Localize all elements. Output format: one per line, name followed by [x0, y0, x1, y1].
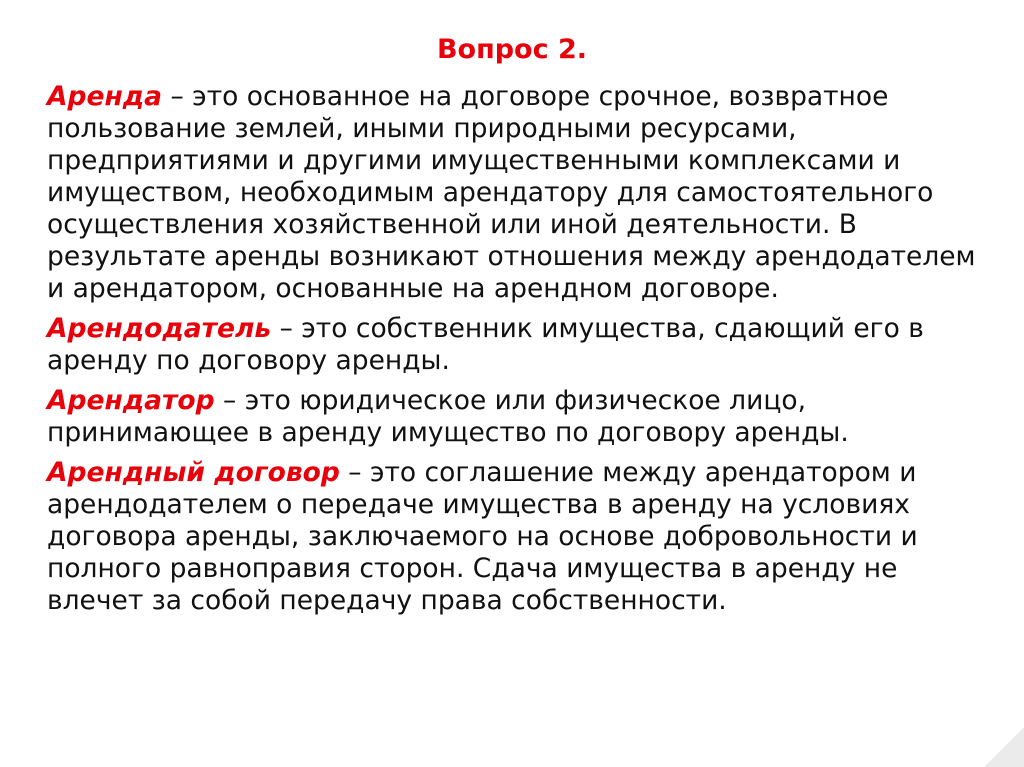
- definition-lessee: [47, 385, 987, 449]
- definition-lessor: [47, 313, 987, 377]
- definition-lessor-text: – это собственник имущества, сдающий его в аренду по договору аренды.: [47, 313, 924, 376]
- term-lessee: Арендатор: [47, 385, 215, 416]
- term-lease-agreement: Арендный договор: [47, 457, 340, 488]
- definition-lease-agreement-text: – это соглашение между арендатором и арендодателем о передаче имущества в аренду на условиях договора аренды, заключаемого на основе добровольности и полного равноправия сторон. Сдача имущества в аренду не влечет за собой передачу права собственности.: [47, 457, 918, 616]
- term-lease: Аренда: [47, 81, 163, 112]
- definition-lease-text: – это основанное на договоре срочное, возвратное пользование землей, иными природными ресурсами, предприятиями и другими имущественными комплексами и имуществом, необходимым арендатору для самостоятельного осуществления хозяйственной или иной деятельности. В результате аренды возникают отношения между арендодателем и арендатором, основанные на арендном договоре.: [47, 81, 976, 304]
- definition-lease-agreement: [47, 457, 987, 617]
- page-corner-decoration: [984, 727, 1024, 767]
- slide-title: Вопрос 2.: [436, 34, 588, 65]
- definition-lessee-text: – это юридическое или физическое лицо, принимающее в аренду имущество по договору аренды.: [47, 385, 849, 448]
- slide-content: [47, 81, 987, 625]
- definition-lease: [47, 81, 987, 305]
- term-lessor: Арендодатель: [47, 313, 272, 344]
